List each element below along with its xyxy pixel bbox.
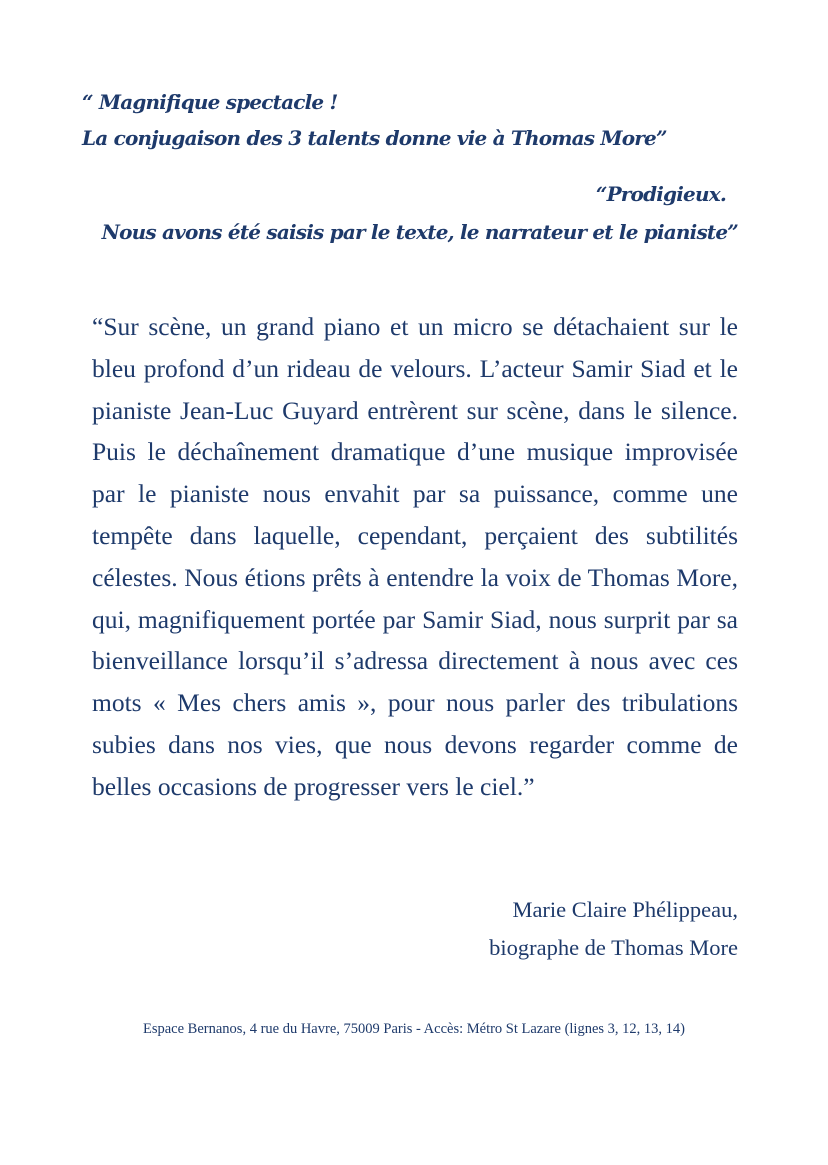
- main-testimonial: “Sur scène, un grand piano et un micro se détachaient sur le bleu profond d’un rideau de velours. L’acteur Samir Siad et le pianiste Jean-Luc Guyard entrèrent sur scène, dans le silence. Puis le déchaînement dramatique d’une musique improvisée par le pianiste nous envahit par sa puissance, comme une tempête dans laquelle, cependant, perçaient des subtilités célestes. Nous étions prêts à entendre la voix de Thomas More, qui, magnifiquement portée par Samir Siad, nous surprit par sa bienveillance lorsqu’il s’adressa directement à nous avec ces mots « Mes chers amis », pour nous parler des tribulations subies dans nos vies, que nous devons regarder comme de belles occasions de progresser vers le ciel.”: [92, 312, 738, 801]
- venue-footer: Espace Bernanos, 4 rue du Havre, 75009 Paris - Accès: Métro St Lazare (lignes 3, 12, 13, 14): [143, 1021, 685, 1037]
- audience-quote-two-line-1: “Prodigieux.: [595, 182, 726, 206]
- audience-quote-one: [82, 84, 762, 156]
- signature-role: biographe de Thomas More: [489, 935, 738, 960]
- audience-quote-one-line-2: La conjugaison des 3 talents donne vie à Thomas More”: [82, 126, 667, 150]
- audience-quote-two: [98, 175, 738, 251]
- signature: [489, 891, 738, 967]
- audience-quote-one-line-1: “ Magnifique spectacle !: [82, 90, 338, 114]
- audience-quote-two-line-2: Nous avons été saisis par le texte, le narrateur et le pianiste”: [101, 220, 738, 244]
- signature-name: Marie Claire Phélippeau,: [512, 897, 738, 922]
